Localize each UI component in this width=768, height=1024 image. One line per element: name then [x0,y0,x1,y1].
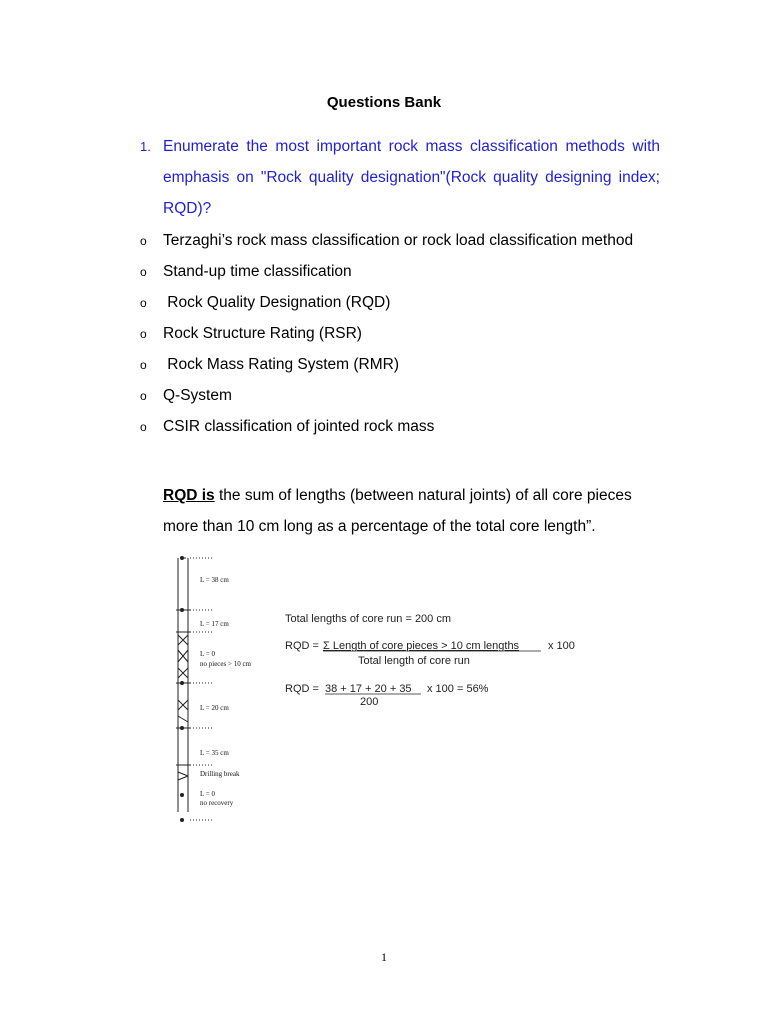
list-item-text: Stand-up time classification [163,263,352,280]
list-item-text: CSIR classification of jointed rock mass [163,418,435,435]
core-label-0-sub: no pieces > 10 cm [200,660,251,668]
page-title: Questions Bank [326,94,442,111]
page-number: 1 [381,950,387,964]
core-label-0b: L = 0 [200,790,215,798]
bullet-icon: o [140,420,147,434]
rqd-definition [163,480,663,542]
core-label-17: L = 17 cm [200,620,229,628]
question-number: 1. [140,139,151,154]
list-item [140,256,660,287]
bullet-icon: o [140,389,147,403]
total-core-run-line: Total lengths of core run = 200 cm [285,613,452,625]
list-item-text: Terzaghi’s rock mass classification or rock load classification method [163,232,634,249]
list-item-text: Rock Structure Rating (RSR) [163,325,362,342]
list-item [140,225,660,256]
bullet-icon: o [140,296,147,310]
rqd-calc-result: x 100 = 56% [427,683,489,695]
core-label-0: L = 0 [200,650,215,658]
rqd-definition-text: the sum of lengths (between natural joints) of all core pieces more than 10 cm long as a percentage of the total core length”. [163,487,632,535]
question-text: Enumerate the most important rock mass classification methods with emphasis on "Rock quality designation"(Rock quality designing index; RQD)? [163,138,660,217]
list-item [140,380,660,411]
bullet-icon: o [140,327,147,341]
rqd-core-figure [164,550,604,826]
list-item [140,349,660,380]
core-label-0b-sub: no recovery [200,799,234,807]
bullet-icon: o [140,265,147,279]
bullet-icon: o [140,358,147,372]
rqd-calc-denominator: 200 [360,696,379,708]
core-label-20: L = 20 cm [200,704,229,712]
core-label-38: L = 38 cm [200,576,229,584]
core-label-drilling-break: Drilling break [200,770,240,778]
rqd-formula-numerator: Σ Length of core pieces > 10 cm lengths [323,640,520,652]
core-label-35: L = 35 cm [200,749,229,757]
list-item [140,318,660,349]
list-item-text: Q-System [163,387,232,404]
rqd-calc-prefix: RQD = [285,683,319,695]
core-column-drawing [176,557,214,822]
rqd-calc-numerator: 38 + 17 + 20 + 35 [325,683,412,695]
list-item [140,287,660,318]
rqd-term: RQD is [163,487,215,504]
list-item [140,411,660,442]
classification-methods-list [140,225,660,442]
question-1 [140,131,660,224]
rqd-formula-denominator: Total length of core run [358,655,470,667]
list-item-text: Rock Quality Designation (RQD) [163,294,391,311]
rqd-formula-prefix: RQD = [285,640,319,652]
list-item-text: Rock Mass Rating System (RMR) [163,356,399,373]
bullet-icon: o [140,234,147,248]
rqd-formula-multiplier: x 100 [548,640,575,652]
